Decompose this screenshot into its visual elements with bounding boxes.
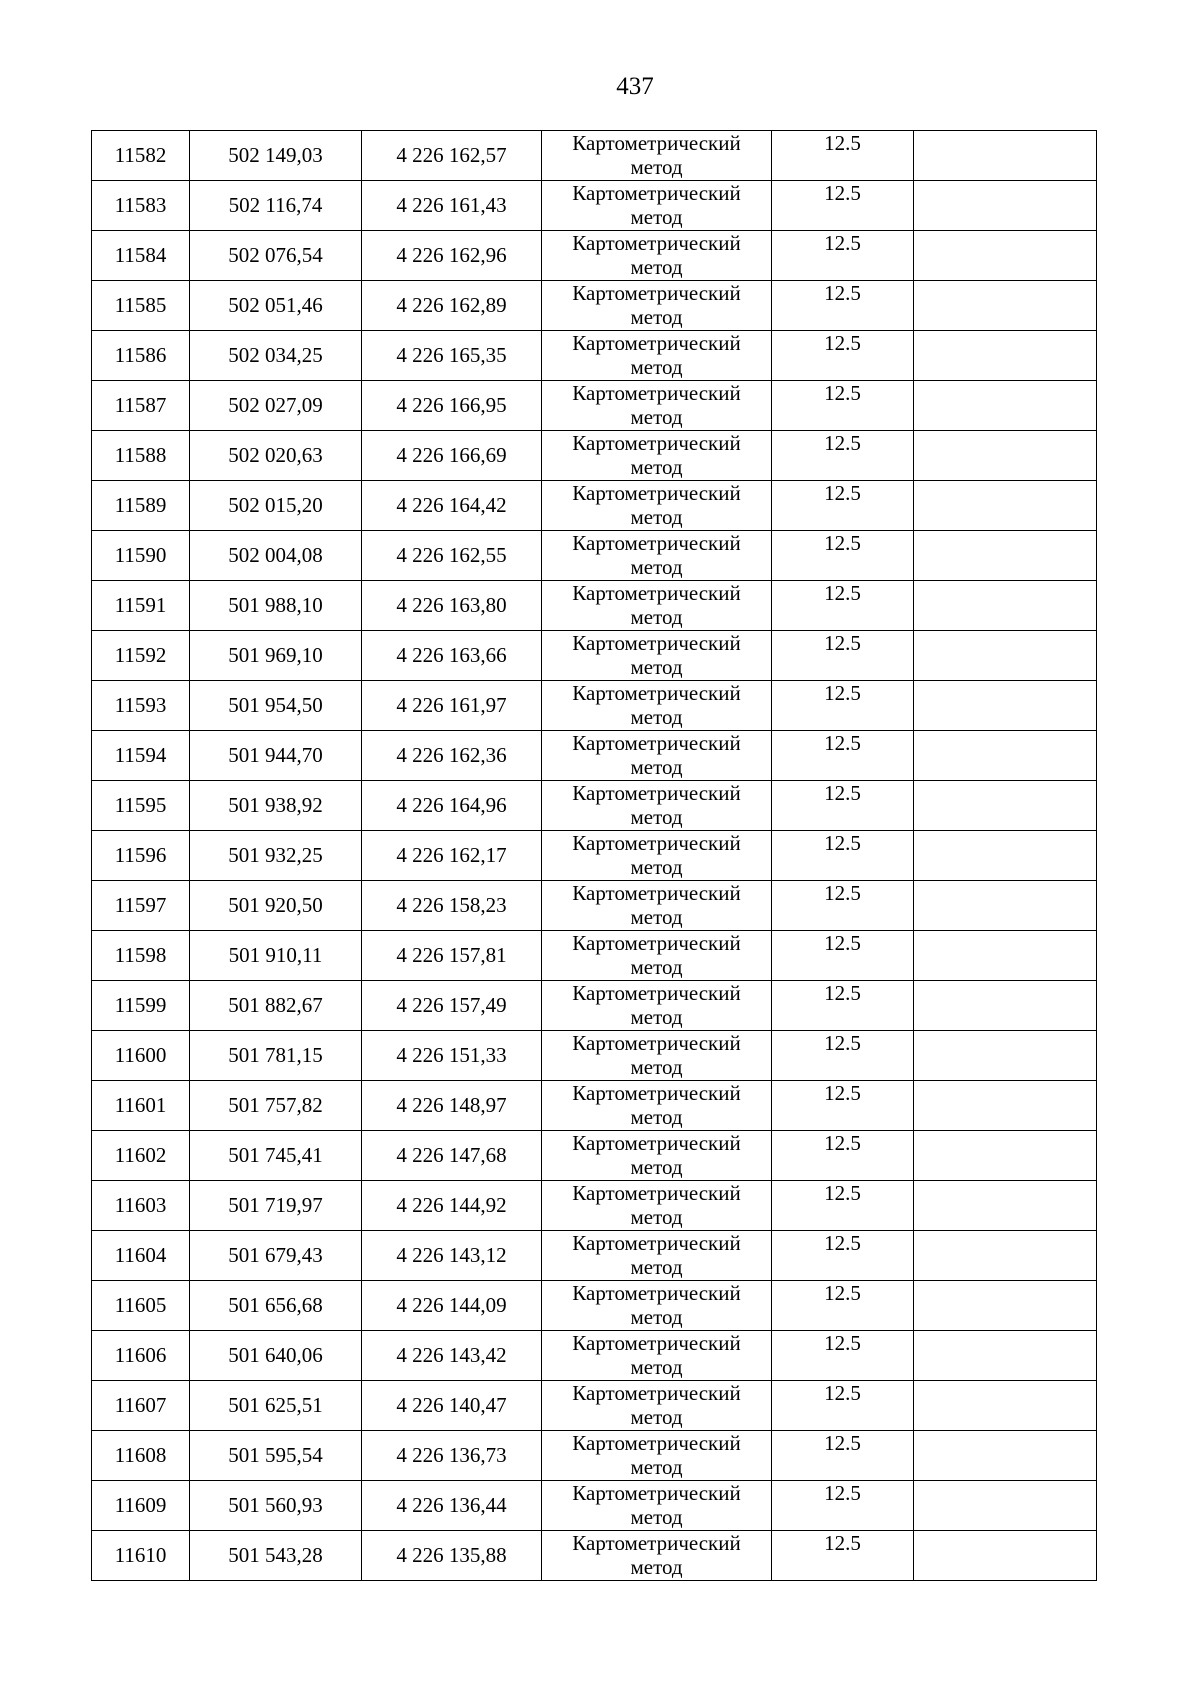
point-id-cell: 11585 <box>92 281 190 331</box>
y-coordinate-cell: 4 226 162,55 <box>362 531 542 581</box>
method-line-2: метод <box>630 155 683 179</box>
x-coordinate-cell: 501 882,67 <box>190 981 362 1031</box>
empty-cell <box>914 181 1097 231</box>
method-cell <box>542 631 772 681</box>
accuracy-cell: 12.5 <box>772 131 914 181</box>
accuracy-cell: 12.5 <box>772 681 914 731</box>
method-line-1: Картометрический <box>572 881 741 905</box>
x-coordinate-cell: 501 954,50 <box>190 681 362 731</box>
accuracy-cell: 12.5 <box>772 1231 914 1281</box>
empty-cell <box>914 481 1097 531</box>
method-line-2: метод <box>630 505 683 529</box>
method-cell <box>542 681 772 731</box>
method-line-2: метод <box>630 1455 683 1479</box>
accuracy-cell: 12.5 <box>772 1381 914 1431</box>
empty-cell <box>914 1031 1097 1081</box>
method-cell <box>542 1331 772 1381</box>
x-coordinate-cell: 502 116,74 <box>190 181 362 231</box>
method-cell <box>542 1181 772 1231</box>
y-coordinate-cell: 4 226 163,66 <box>362 631 542 681</box>
accuracy-cell: 12.5 <box>772 331 914 381</box>
method-line-1: Картометрический <box>572 431 741 455</box>
y-coordinate-cell: 4 226 166,95 <box>362 381 542 431</box>
empty-cell <box>914 681 1097 731</box>
empty-cell <box>914 581 1097 631</box>
method-line-1: Картометрический <box>572 931 741 955</box>
method-line-1: Картометрический <box>572 281 741 305</box>
method-cell <box>542 931 772 981</box>
method-line-2: метод <box>630 705 683 729</box>
method-line-1: Картометрический <box>572 1131 741 1155</box>
accuracy-cell: 12.5 <box>772 731 914 781</box>
empty-cell <box>914 1381 1097 1431</box>
point-id-cell: 11588 <box>92 431 190 481</box>
y-coordinate-cell: 4 226 135,88 <box>362 1531 542 1581</box>
page-number: 437 <box>616 73 654 100</box>
point-id-cell: 11584 <box>92 231 190 281</box>
accuracy-cell: 12.5 <box>772 1081 914 1131</box>
y-coordinate-cell: 4 226 166,69 <box>362 431 542 481</box>
method-line-2: метод <box>630 1305 683 1329</box>
x-coordinate-cell: 502 015,20 <box>190 481 362 531</box>
y-coordinate-cell: 4 226 164,96 <box>362 781 542 831</box>
method-line-1: Картометрический <box>572 681 741 705</box>
method-line-2: метод <box>630 255 683 279</box>
x-coordinate-cell: 502 027,09 <box>190 381 362 431</box>
table-row <box>92 1431 1097 1481</box>
x-coordinate-cell: 501 932,25 <box>190 831 362 881</box>
y-coordinate-cell: 4 226 148,97 <box>362 1081 542 1131</box>
table-row <box>92 931 1097 981</box>
table-row <box>92 181 1097 231</box>
table-row <box>92 231 1097 281</box>
method-line-1: Картометрический <box>572 1531 741 1555</box>
method-line-1: Картометрический <box>572 1381 741 1405</box>
method-cell <box>542 431 772 481</box>
x-coordinate-cell: 501 988,10 <box>190 581 362 631</box>
empty-cell <box>914 1431 1097 1481</box>
method-cell <box>542 481 772 531</box>
point-id-cell: 11597 <box>92 881 190 931</box>
point-id-cell: 11582 <box>92 131 190 181</box>
method-line-1: Картометрический <box>572 1081 741 1105</box>
empty-cell <box>914 131 1097 181</box>
method-cell <box>542 531 772 581</box>
point-id-cell: 11599 <box>92 981 190 1031</box>
method-line-1: Картометрический <box>572 231 741 255</box>
y-coordinate-cell: 4 226 140,47 <box>362 1381 542 1431</box>
method-cell <box>542 1431 772 1481</box>
empty-cell <box>914 631 1097 681</box>
point-id-cell: 11610 <box>92 1531 190 1581</box>
empty-cell <box>914 781 1097 831</box>
x-coordinate-cell: 501 944,70 <box>190 731 362 781</box>
method-cell <box>542 331 772 381</box>
empty-cell <box>914 1531 1097 1581</box>
method-line-1: Картометрический <box>572 831 741 855</box>
method-cell <box>542 181 772 231</box>
table-row <box>92 1231 1097 1281</box>
table-row <box>92 1331 1097 1381</box>
method-cell <box>542 131 772 181</box>
empty-cell <box>914 881 1097 931</box>
method-line-1: Картометрический <box>572 1231 741 1255</box>
y-coordinate-cell: 4 226 143,12 <box>362 1231 542 1281</box>
method-cell <box>542 1031 772 1081</box>
method-line-2: метод <box>630 1155 683 1179</box>
method-line-2: метод <box>630 1205 683 1229</box>
method-cell <box>542 731 772 781</box>
method-line-2: метод <box>630 1005 683 1029</box>
empty-cell <box>914 831 1097 881</box>
accuracy-cell: 12.5 <box>772 231 914 281</box>
empty-cell <box>914 1231 1097 1281</box>
y-coordinate-cell: 4 226 161,43 <box>362 181 542 231</box>
accuracy-cell: 12.5 <box>772 981 914 1031</box>
accuracy-cell: 12.5 <box>772 1031 914 1081</box>
accuracy-cell: 12.5 <box>772 781 914 831</box>
empty-cell <box>914 931 1097 981</box>
point-id-cell: 11602 <box>92 1131 190 1181</box>
method-line-1: Картометрический <box>572 1481 741 1505</box>
method-line-1: Картометрический <box>572 531 741 555</box>
empty-cell <box>914 281 1097 331</box>
y-coordinate-cell: 4 226 162,57 <box>362 131 542 181</box>
method-line-1: Картометрический <box>572 331 741 355</box>
table-row <box>92 781 1097 831</box>
table-row <box>92 131 1097 181</box>
table-row <box>92 1181 1097 1231</box>
accuracy-cell: 12.5 <box>772 631 914 681</box>
x-coordinate-cell: 501 625,51 <box>190 1381 362 1431</box>
empty-cell <box>914 731 1097 781</box>
method-line-2: метод <box>630 205 683 229</box>
empty-cell <box>914 1131 1097 1181</box>
y-coordinate-cell: 4 226 163,80 <box>362 581 542 631</box>
empty-cell <box>914 1181 1097 1231</box>
point-id-cell: 11603 <box>92 1181 190 1231</box>
method-line-1: Картометрический <box>572 1181 741 1205</box>
table-row <box>92 531 1097 581</box>
coordinates-table <box>91 130 1097 1581</box>
accuracy-cell: 12.5 <box>772 531 914 581</box>
method-line-2: метод <box>630 1355 683 1379</box>
table-row <box>92 381 1097 431</box>
method-line-2: метод <box>630 1555 683 1579</box>
method-line-2: метод <box>630 355 683 379</box>
x-coordinate-cell: 501 938,92 <box>190 781 362 831</box>
x-coordinate-cell: 502 004,08 <box>190 531 362 581</box>
method-line-1: Картометрический <box>572 781 741 805</box>
point-id-cell: 11604 <box>92 1231 190 1281</box>
method-line-2: метод <box>630 1055 683 1079</box>
method-line-1: Картометрический <box>572 1431 741 1455</box>
accuracy-cell: 12.5 <box>772 881 914 931</box>
method-cell <box>542 881 772 931</box>
table-row <box>92 731 1097 781</box>
method-line-1: Картометрический <box>572 731 741 755</box>
accuracy-cell: 12.5 <box>772 431 914 481</box>
y-coordinate-cell: 4 226 157,81 <box>362 931 542 981</box>
table-row <box>92 1531 1097 1581</box>
method-line-1: Картометрический <box>572 631 741 655</box>
point-id-cell: 11592 <box>92 631 190 681</box>
method-line-1: Картометрический <box>572 1031 741 1055</box>
table-row <box>92 431 1097 481</box>
x-coordinate-cell: 501 781,15 <box>190 1031 362 1081</box>
table-row <box>92 331 1097 381</box>
y-coordinate-cell: 4 226 162,17 <box>362 831 542 881</box>
point-id-cell: 11593 <box>92 681 190 731</box>
method-line-2: метод <box>630 905 683 929</box>
table-row <box>92 581 1097 631</box>
point-id-cell: 11607 <box>92 1381 190 1431</box>
method-cell <box>542 231 772 281</box>
method-cell <box>542 1481 772 1531</box>
y-coordinate-cell: 4 226 165,35 <box>362 331 542 381</box>
y-coordinate-cell: 4 226 151,33 <box>362 1031 542 1081</box>
accuracy-cell: 12.5 <box>772 1531 914 1581</box>
x-coordinate-cell: 501 745,41 <box>190 1131 362 1181</box>
method-line-2: метод <box>630 455 683 479</box>
accuracy-cell: 12.5 <box>772 1431 914 1481</box>
empty-cell <box>914 1331 1097 1381</box>
point-id-cell: 11609 <box>92 1481 190 1531</box>
point-id-cell: 11595 <box>92 781 190 831</box>
point-id-cell: 11600 <box>92 1031 190 1081</box>
accuracy-cell: 12.5 <box>772 1281 914 1331</box>
y-coordinate-cell: 4 226 161,97 <box>362 681 542 731</box>
point-id-cell: 11596 <box>92 831 190 881</box>
accuracy-cell: 12.5 <box>772 1331 914 1381</box>
table-body <box>92 131 1097 1581</box>
table-row <box>92 881 1097 931</box>
method-line-2: метод <box>630 1505 683 1529</box>
accuracy-cell: 12.5 <box>772 181 914 231</box>
x-coordinate-cell: 501 910,11 <box>190 931 362 981</box>
y-coordinate-cell: 4 226 164,42 <box>362 481 542 531</box>
point-id-cell: 11589 <box>92 481 190 531</box>
point-id-cell: 11587 <box>92 381 190 431</box>
method-cell <box>542 1131 772 1181</box>
method-line-2: метод <box>630 305 683 329</box>
method-line-2: метод <box>630 405 683 429</box>
method-line-2: метод <box>630 805 683 829</box>
method-cell <box>542 831 772 881</box>
y-coordinate-cell: 4 226 162,89 <box>362 281 542 331</box>
table-row <box>92 1081 1097 1131</box>
method-line-1: Картометрический <box>572 981 741 1005</box>
empty-cell <box>914 981 1097 1031</box>
y-coordinate-cell: 4 226 158,23 <box>362 881 542 931</box>
table-row <box>92 1131 1097 1181</box>
method-line-2: метод <box>630 655 683 679</box>
y-coordinate-cell: 4 226 136,73 <box>362 1431 542 1481</box>
method-line-2: метод <box>630 955 683 979</box>
y-coordinate-cell: 4 226 143,42 <box>362 1331 542 1381</box>
method-cell <box>542 1531 772 1581</box>
point-id-cell: 11605 <box>92 1281 190 1331</box>
x-coordinate-cell: 501 920,50 <box>190 881 362 931</box>
method-cell <box>542 1381 772 1431</box>
table-row <box>92 481 1097 531</box>
y-coordinate-cell: 4 226 162,36 <box>362 731 542 781</box>
method-line-2: метод <box>630 755 683 779</box>
accuracy-cell: 12.5 <box>772 831 914 881</box>
method-line-1: Картометрический <box>572 481 741 505</box>
point-id-cell: 11606 <box>92 1331 190 1381</box>
y-coordinate-cell: 4 226 162,96 <box>362 231 542 281</box>
y-coordinate-cell: 4 226 144,92 <box>362 1181 542 1231</box>
x-coordinate-cell: 501 560,93 <box>190 1481 362 1531</box>
accuracy-cell: 12.5 <box>772 281 914 331</box>
method-cell <box>542 281 772 331</box>
x-coordinate-cell: 502 051,46 <box>190 281 362 331</box>
accuracy-cell: 12.5 <box>772 1131 914 1181</box>
method-line-1: Картометрический <box>572 181 741 205</box>
empty-cell <box>914 1481 1097 1531</box>
x-coordinate-cell: 501 656,68 <box>190 1281 362 1331</box>
table-row <box>92 981 1097 1031</box>
empty-cell <box>914 1081 1097 1131</box>
y-coordinate-cell: 4 226 147,68 <box>362 1131 542 1181</box>
y-coordinate-cell: 4 226 157,49 <box>362 981 542 1031</box>
x-coordinate-cell: 502 076,54 <box>190 231 362 281</box>
method-cell <box>542 1231 772 1281</box>
method-cell <box>542 1281 772 1331</box>
empty-cell <box>914 331 1097 381</box>
point-id-cell: 11590 <box>92 531 190 581</box>
empty-cell <box>914 431 1097 481</box>
point-id-cell: 11598 <box>92 931 190 981</box>
x-coordinate-cell: 501 543,28 <box>190 1531 362 1581</box>
method-cell <box>542 981 772 1031</box>
point-id-cell: 11583 <box>92 181 190 231</box>
y-coordinate-cell: 4 226 144,09 <box>362 1281 542 1331</box>
method-line-1: Картометрический <box>572 131 741 155</box>
x-coordinate-cell: 501 640,06 <box>190 1331 362 1381</box>
method-cell <box>542 381 772 431</box>
accuracy-cell: 12.5 <box>772 581 914 631</box>
table-row <box>92 831 1097 881</box>
accuracy-cell: 12.5 <box>772 1181 914 1231</box>
point-id-cell: 11601 <box>92 1081 190 1131</box>
table-row <box>92 631 1097 681</box>
point-id-cell: 11594 <box>92 731 190 781</box>
accuracy-cell: 12.5 <box>772 481 914 531</box>
accuracy-cell: 12.5 <box>772 931 914 981</box>
method-line-1: Картометрический <box>572 581 741 605</box>
table-row <box>92 1481 1097 1531</box>
table-row <box>92 681 1097 731</box>
table-row <box>92 1381 1097 1431</box>
x-coordinate-cell: 502 020,63 <box>190 431 362 481</box>
method-line-1: Картометрический <box>572 381 741 405</box>
table-row <box>92 1031 1097 1081</box>
x-coordinate-cell: 501 969,10 <box>190 631 362 681</box>
method-line-2: метод <box>630 1405 683 1429</box>
empty-cell <box>914 531 1097 581</box>
method-line-2: метод <box>630 855 683 879</box>
point-id-cell: 11591 <box>92 581 190 631</box>
empty-cell <box>914 1281 1097 1331</box>
x-coordinate-cell: 502 034,25 <box>190 331 362 381</box>
method-line-2: метод <box>630 605 683 629</box>
method-cell <box>542 1081 772 1131</box>
empty-cell <box>914 231 1097 281</box>
method-cell <box>542 581 772 631</box>
method-line-2: метод <box>630 555 683 579</box>
y-coordinate-cell: 4 226 136,44 <box>362 1481 542 1531</box>
table-row <box>92 281 1097 331</box>
empty-cell <box>914 381 1097 431</box>
accuracy-cell: 12.5 <box>772 1481 914 1531</box>
method-cell <box>542 781 772 831</box>
point-id-cell: 11608 <box>92 1431 190 1481</box>
method-line-2: метод <box>630 1255 683 1279</box>
x-coordinate-cell: 501 719,97 <box>190 1181 362 1231</box>
x-coordinate-cell: 501 595,54 <box>190 1431 362 1481</box>
method-line-2: метод <box>630 1105 683 1129</box>
accuracy-cell: 12.5 <box>772 381 914 431</box>
table-row <box>92 1281 1097 1331</box>
x-coordinate-cell: 501 757,82 <box>190 1081 362 1131</box>
method-line-1: Картометрический <box>572 1281 741 1305</box>
x-coordinate-cell: 502 149,03 <box>190 131 362 181</box>
point-id-cell: 11586 <box>92 331 190 381</box>
method-line-1: Картометрический <box>572 1331 741 1355</box>
x-coordinate-cell: 501 679,43 <box>190 1231 362 1281</box>
